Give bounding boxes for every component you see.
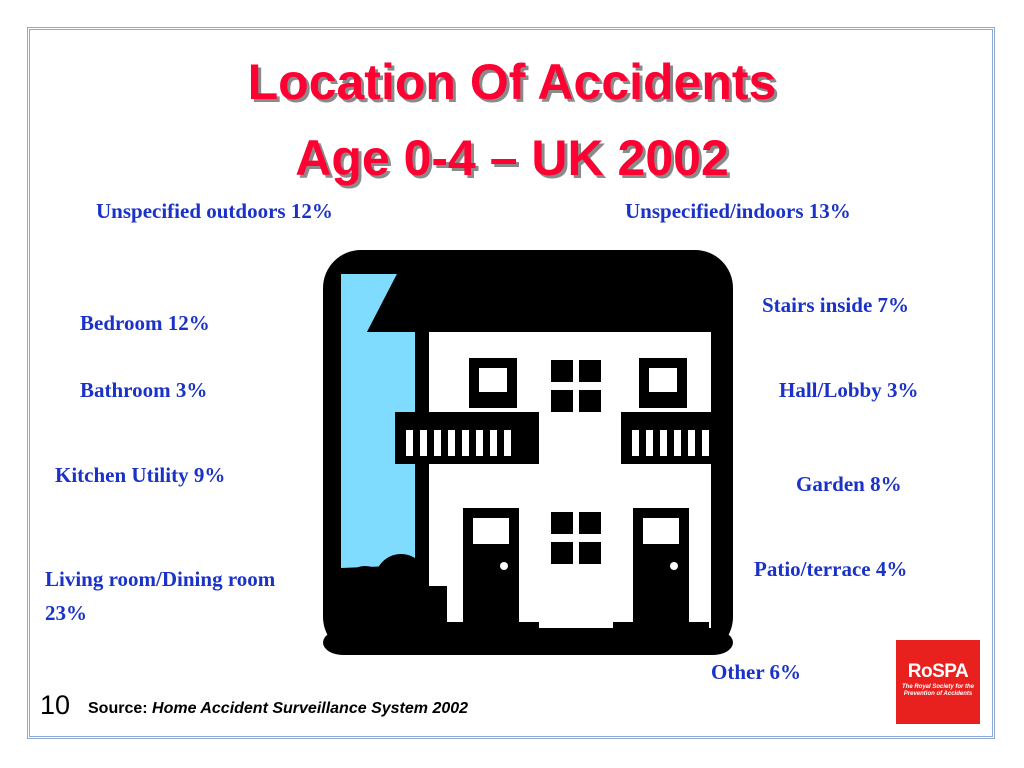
label-living-dining-room: Living room/Dining room 23% — [45, 567, 276, 625]
slide-title-line1: Location Of Accidents — [247, 54, 777, 110]
label-other: Other 6% — [711, 660, 802, 684]
slide-number: 10 — [40, 690, 71, 720]
label-hall-lobby: Hall/Lobby 3% — [779, 378, 919, 402]
rospa-logo — [896, 640, 980, 724]
label-unspecified-outdoors: Unspecified outdoors 12% — [96, 199, 333, 223]
source-citation — [88, 700, 468, 718]
source-label: Source: — [88, 700, 148, 717]
label-garden: Garden 8% — [796, 472, 902, 496]
logo-name: RoSPA — [907, 661, 969, 682]
house-icon — [323, 250, 733, 655]
label-bathroom: Bathroom 3% — [80, 378, 208, 402]
label-bedroom: Bedroom 12% — [80, 311, 210, 335]
slide-title-line2: Age 0-4 – UK 2002 — [295, 130, 729, 186]
label-patio-terrace: Patio/terrace 4% — [754, 557, 908, 581]
source-text: Home Accident Surveillance System 2002 — [152, 700, 469, 717]
label-stairs-inside: Stairs inside 7% — [762, 293, 910, 317]
label-unspecified-indoors: Unspecified/indoors 13% — [625, 199, 851, 223]
label-kitchen-utility: Kitchen Utility 9% — [55, 463, 226, 487]
logo-subtitle: The Royal Society for the Prevention of Accidents — [902, 684, 975, 697]
